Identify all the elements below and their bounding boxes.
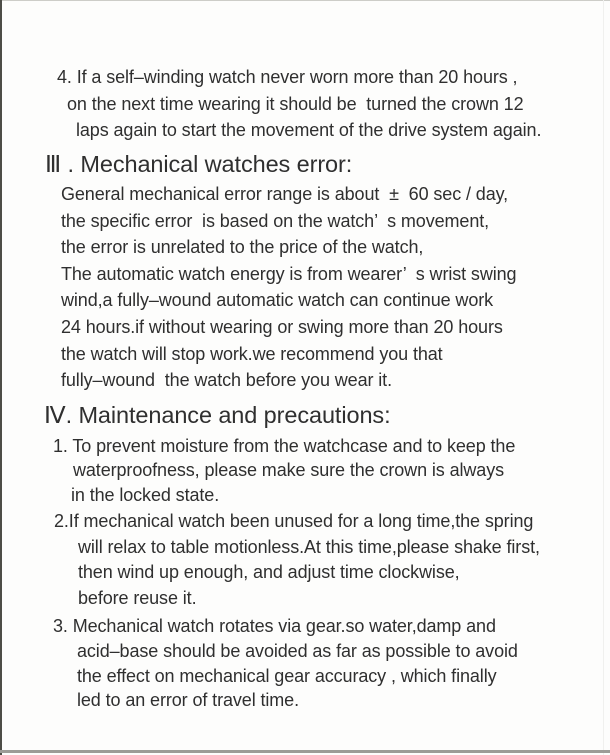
page-bottom-edge-line: [0, 750, 610, 753]
text-line: 4. If a self–winding watch never worn more than 20 hours ,: [57, 67, 518, 87]
text-line: General mechanical error range is about ± 60 sec / day,: [61, 184, 509, 204]
text-line: in the locked state.: [71, 484, 220, 505]
text-line: the error is unrelated to the price of the watch,: [61, 237, 424, 258]
text-line: waterproofness, please make sure the crown is always: [73, 460, 505, 481]
text-line: wind,a fully–wound automatic watch can continue work: [61, 290, 494, 311]
text-line: the watch will stop work.we recommend you that: [61, 343, 443, 364]
section-heading-mechanical-watches-error: Ⅲ . Mechanical watches error:: [45, 151, 353, 177]
section-heading-maintenance-precautions: Ⅳ. Maintenance and precautions:: [44, 402, 391, 428]
text-line: 3. Mechanical watch rotates via gear.so water,damp and: [53, 616, 496, 636]
text-line: on the next time wearing it should be turned the crown 12: [67, 93, 524, 114]
text-line: the effect on mechanical gear accuracy , which finally: [77, 665, 497, 686]
text-line: the specific error is based on the watch’ s movement,: [61, 210, 490, 231]
text-line: led to an error of travel time.: [77, 690, 299, 711]
text-line: 2.If mechanical watch been unused for a long time,the spring: [54, 511, 534, 531]
text-line: acid–base should be avoided as far as possible to avoid: [77, 640, 518, 661]
section-body-mechanical-watches-error: [0, 181, 610, 394]
text-line: The automatic watch energy is from wearer’ s wrist swing: [61, 263, 517, 284]
maintenance-item-1: [0, 434, 610, 507]
text-line: will relax to table motionless.At this time,please shake first,: [78, 536, 540, 557]
text-line: before reuse it.: [78, 587, 197, 608]
text-line: laps again to start the movement of the drive system again.: [76, 120, 542, 140]
page-top-edge-line: [0, 0, 610, 1]
maintenance-item-2: [0, 509, 610, 611]
text-line: 24 hours.if without wearing or swing more than 20 hours: [61, 316, 503, 337]
text-line: 1. To prevent moisture from the watchcase and to keep the: [53, 436, 516, 456]
numbered-item-4: [0, 64, 610, 144]
text-line: fully–wound the watch before you wear it.: [61, 370, 392, 391]
text-line: then wind up enough, and adjust time clockwise,: [78, 562, 460, 583]
maintenance-item-3: [0, 614, 610, 713]
